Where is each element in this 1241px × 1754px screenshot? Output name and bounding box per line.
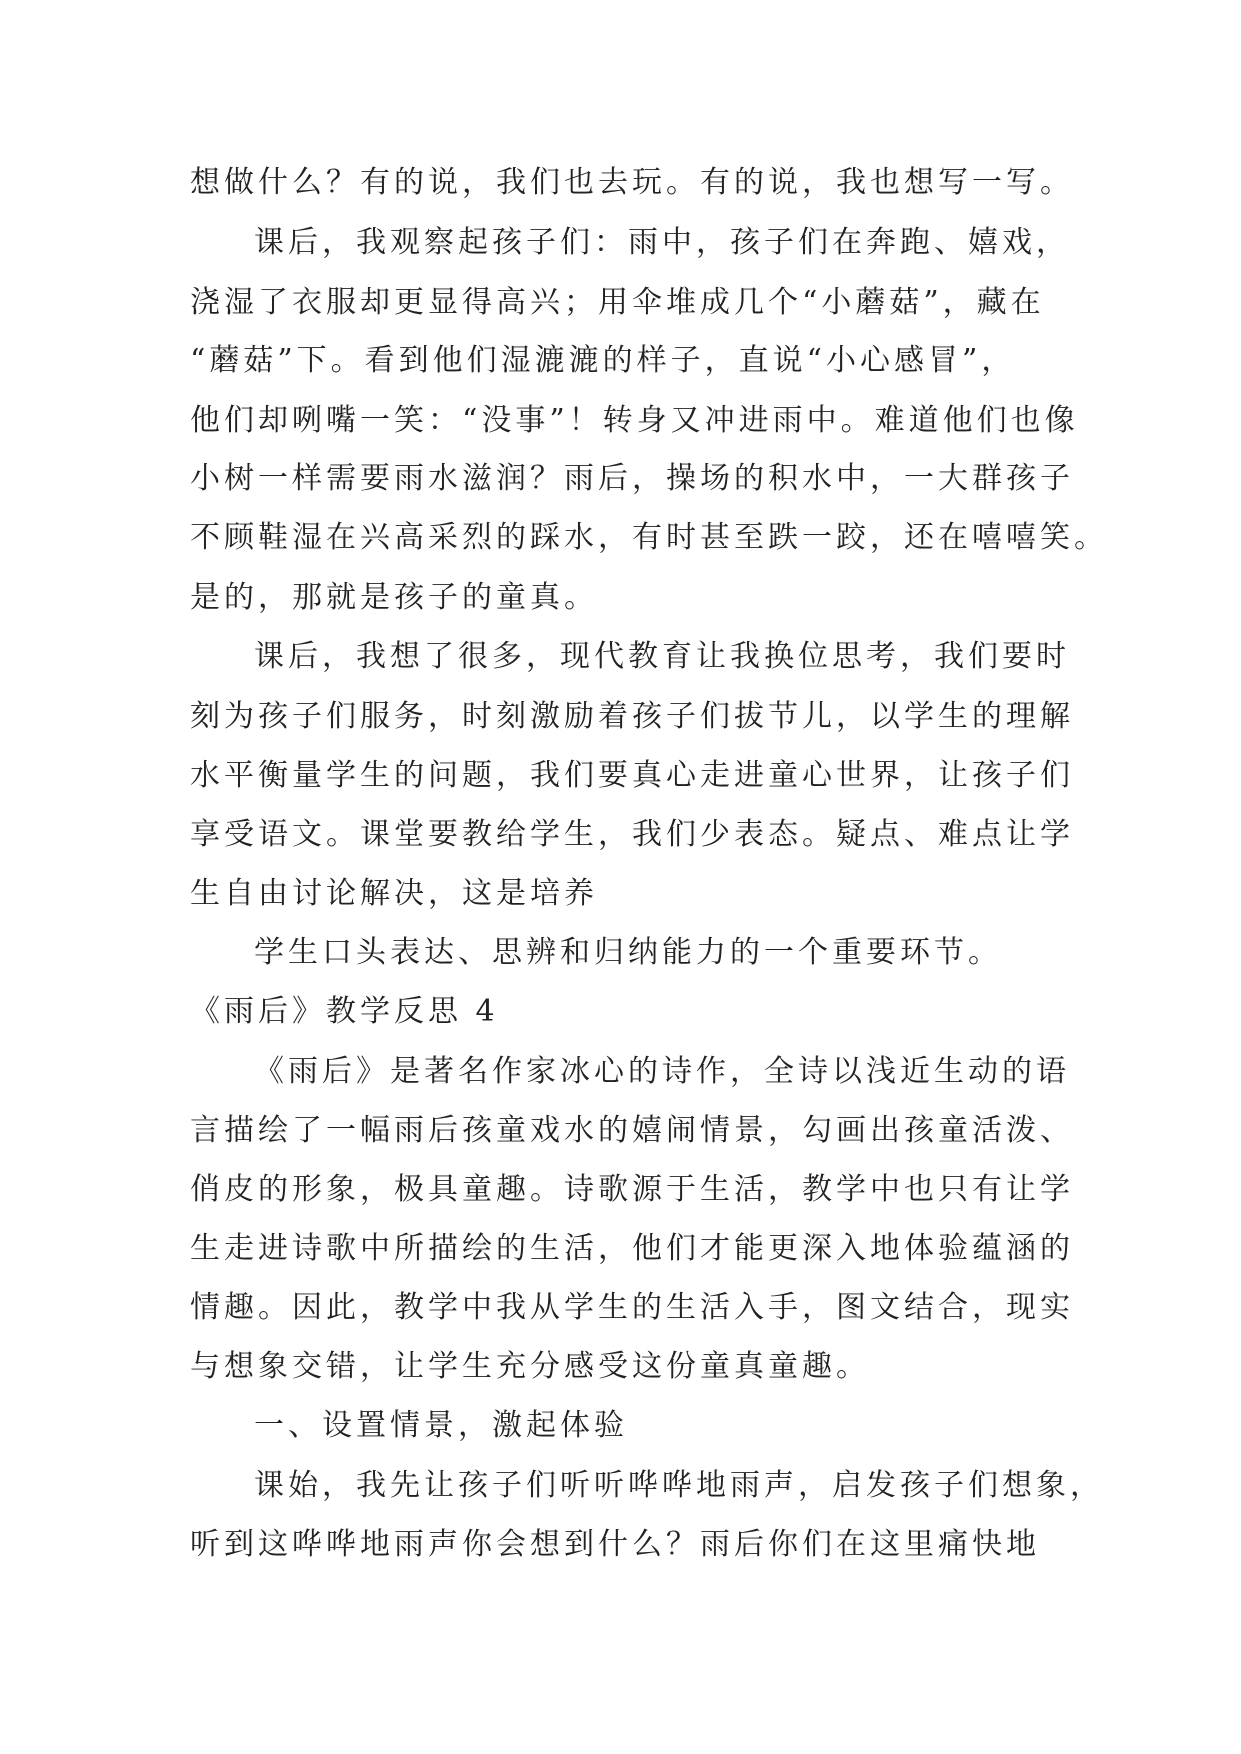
- text-line: “蘑菇”下。看到他们湿漉漉的样子，直说“小心感冒”，: [190, 343, 1016, 378]
- text-line: 课始，我先让孩子们听听哗哗地雨声，启发孩子们想象，: [254, 1468, 1104, 1503]
- text-line: 想做什么？有的说，我们也去玩。有的说，我也想写一写。: [190, 165, 1074, 200]
- text-line: 课后，我观察起孩子们：雨中，孩子们在奔跑、嬉戏，: [254, 225, 1070, 260]
- text-line: 享受语文。课堂要教给学生，我们少表态。疑点、难点让学: [190, 817, 1074, 852]
- text-line: 听到这哗哗地雨声你会想到什么？雨后你们在这里痛快地: [190, 1527, 1040, 1562]
- text-line: 情趣。因此，教学中我从学生的生活入手，图文结合，现实: [190, 1290, 1074, 1325]
- text-line: 水平衡量学生的问题，我们要真心走进童心世界，让孩子们: [190, 758, 1074, 793]
- text-line: 学生口头表达、思辨和归纳能力的一个重要环节。: [254, 935, 1002, 970]
- text-line: 言描绘了一幅雨后孩童戏水的嬉闹情景，勾画出孩童活泼、: [190, 1113, 1074, 1148]
- text-line: 他们却咧嘴一笑：“没事”！转身又冲进雨中。难道他们也像: [190, 403, 1079, 438]
- text-line: 浇湿了衣服却更显得高兴；用伞堆成几个“小蘑菇”，藏在: [190, 285, 1045, 320]
- subheading: 一、设置情景，激起体验: [254, 1408, 628, 1443]
- text-line: 小树一样需要雨水滋润？雨后，操场的积水中，一大群孩子: [190, 461, 1074, 496]
- text-line: 生自由讨论解决，这是培养: [190, 876, 598, 911]
- text-line: 不顾鞋湿在兴高采烈的踩水，有时甚至跌一跤，还在嘻嘻笑。: [190, 520, 1108, 555]
- text-line: 刻为孩子们服务，时刻激励着孩子们拔节儿，以学生的理解: [190, 699, 1074, 734]
- text-line: 课后，我想了很多，现代教育让我换位思考，我们要时: [254, 639, 1070, 674]
- text-line: 《雨后》是著名作家冰心的诗作，全诗以浅近生动的语: [254, 1054, 1070, 1089]
- text-line: 生走进诗歌中所描绘的生活，他们才能更深入地体验蕴涵的: [190, 1231, 1074, 1266]
- section-heading: 《雨后》教学反思 4: [190, 994, 499, 1029]
- text-line: 俏皮的形象，极具童趣。诗歌源于生活，教学中也只有让学: [190, 1172, 1074, 1207]
- text-line: 与想象交错，让学生充分感受这份童真童趣。: [190, 1349, 870, 1384]
- text-line: 是的，那就是孩子的童真。: [190, 580, 598, 615]
